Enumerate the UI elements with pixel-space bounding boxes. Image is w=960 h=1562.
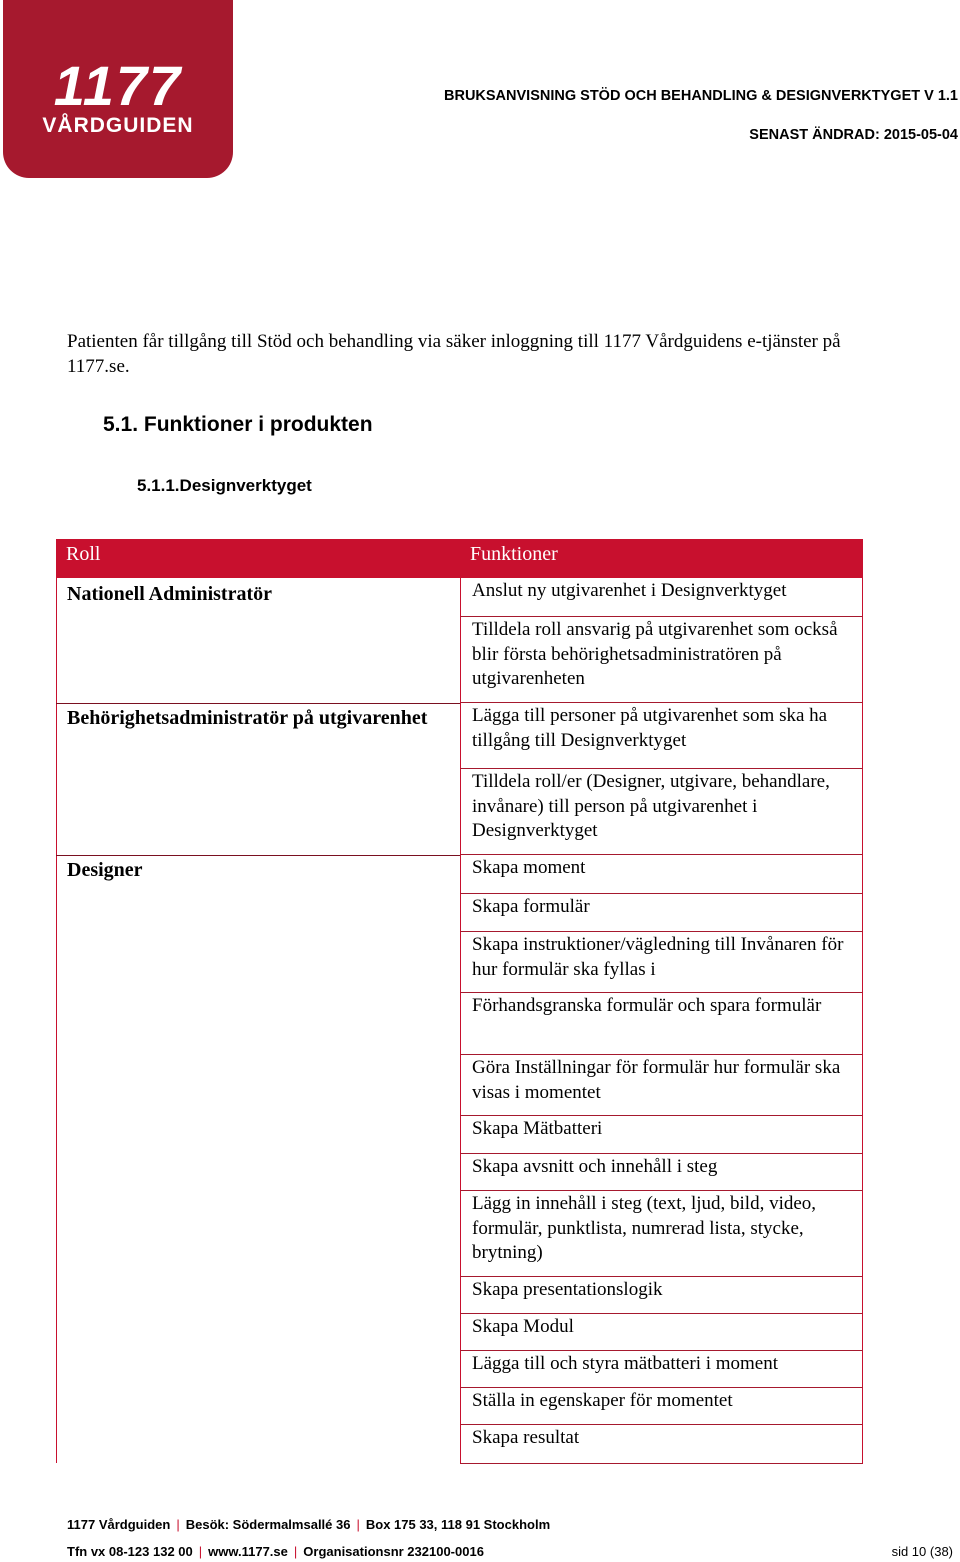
subsection-number: 5.1.1.: [137, 476, 180, 495]
function-cell: Tilldela roll ansvarig på utgivarenhet som också blir första behörighetsadministratören på utgivarenheten: [460, 617, 863, 703]
function-cell: Ställa in egenskaper för momentet: [460, 1388, 863, 1425]
page-number: sid 10 (38): [891, 1544, 953, 1559]
function-cell: Skapa Mätbatteri: [460, 1116, 863, 1154]
function-cell: Lägga till personer på utgivarenhet som ska ha tillgång till Designverktyget: [460, 703, 863, 769]
logo-number: 1177: [53, 54, 183, 117]
footer-separator: |: [356, 1517, 360, 1532]
function-cell: Tilldela roll/er (Designer, utgivare, behandlare, invånare) till person på utgivarenhet i Designverktyget: [460, 769, 863, 855]
role-national-admin: Nationell Administratör: [67, 583, 272, 605]
logo-name: VÅRDGUIDEN: [42, 114, 194, 137]
role-divider: [56, 855, 460, 856]
section-number: 5.1.: [103, 413, 139, 436]
footer-address: [67, 1517, 550, 1532]
footer-separator: |: [176, 1517, 180, 1532]
function-cell: Skapa presentationslogik: [460, 1277, 863, 1314]
function-cell: Skapa instruktioner/vägledning till Invånaren för hur formulär ska fyllas i: [460, 932, 863, 993]
footer-org: 1177 Vårdguiden: [67, 1517, 171, 1532]
header-functions: Funktioner: [460, 539, 863, 578]
function-cell: Förhandsgranska formulär och spara formulär: [460, 993, 863, 1055]
footer-box: Box 175 33, 118 91 Stockholm: [365, 1517, 551, 1532]
header-role: Roll: [56, 539, 460, 578]
role-authorization-admin: Behörighetsadministratör på utgivarenhet: [67, 707, 428, 729]
intro-paragraph: Patienten får tillgång till Stöd och behandling via säker inloggning till 1177 Vårdguidens e-tjänster på 1177.se.: [67, 331, 841, 377]
function-cell: Lägg in innehåll i steg (text, ljud, bild, video, formulär, punktlista, numrerad lista, stycke, brytning): [460, 1191, 863, 1277]
function-cell: Skapa moment: [460, 855, 863, 894]
function-cell: Anslut ny utgivarenhet i Designverktyget: [460, 578, 863, 617]
vardguiden-logo: [3, 0, 233, 178]
functions-table: [56, 539, 863, 1463]
last-changed: SENAST ÄNDRAD: 2015-05-04: [749, 127, 958, 143]
document-title: BRUKSANVISNING STÖD OCH BEHANDLING & DESIGNVERKTYGET V 1.1: [444, 88, 958, 104]
footer-web-link[interactable]: www.1177.se: [208, 1544, 288, 1559]
role-designer: Designer: [67, 859, 143, 881]
function-cell: Skapa resultat: [460, 1425, 863, 1464]
section-heading: [103, 413, 373, 437]
footer-phone: Tfn vx 08-123 132 00: [67, 1544, 193, 1559]
subsection-title: Designverktyget: [179, 476, 312, 495]
subsection-heading: [137, 476, 312, 496]
function-cell: Skapa Modul: [460, 1314, 863, 1351]
function-cell: Skapa avsnitt och innehåll i steg: [460, 1154, 863, 1191]
function-cell: Lägga till och styra mätbatteri i moment: [460, 1351, 863, 1388]
functions-column: [460, 578, 863, 1464]
section-title: Funktioner i produkten: [143, 413, 373, 436]
function-cell: Skapa formulär: [460, 894, 863, 932]
footer-contact: [67, 1544, 484, 1559]
footer-separator: |: [293, 1544, 298, 1559]
function-cell: Göra Inställningar för formulär hur formulär ska visas i momentet: [460, 1055, 863, 1116]
footer-visit: Besök: Södermalmsallé 36: [185, 1517, 351, 1532]
footer-separator: |: [198, 1544, 203, 1559]
role-divider: [56, 703, 460, 704]
footer-orgnr: Organisationsnr 232100-0016: [303, 1544, 484, 1559]
